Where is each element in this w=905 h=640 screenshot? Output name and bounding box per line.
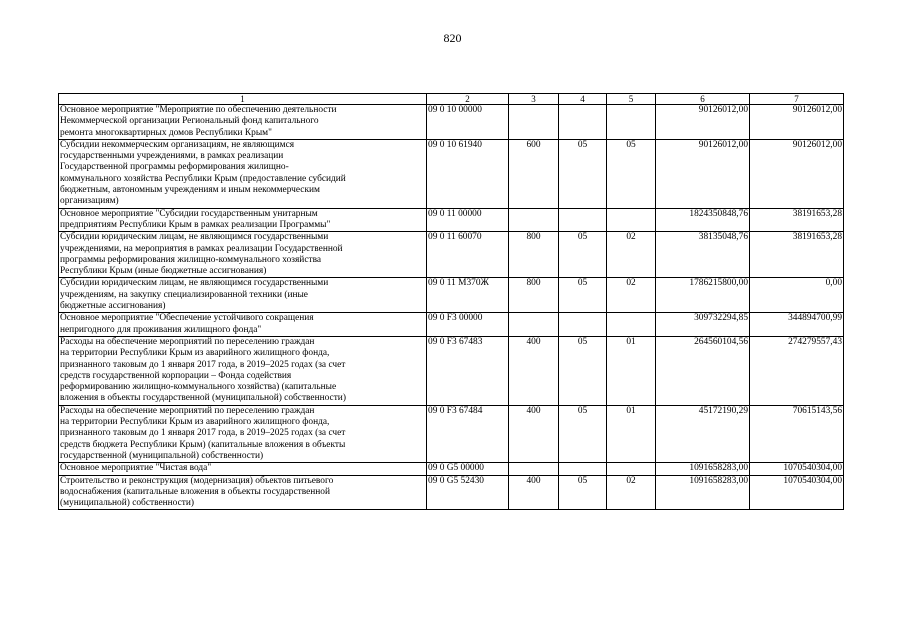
column-header: 1: [59, 94, 427, 105]
row-col3: [509, 105, 559, 140]
table-row: [59, 139, 844, 208]
row-code: 09 0 F3 67483: [427, 336, 509, 405]
column-header: 2: [427, 94, 509, 105]
row-amount-6: 45172190,29: [656, 405, 750, 462]
row-col4: [559, 313, 607, 337]
row-col4: [559, 208, 607, 232]
row-name: Субсидии некоммерческим организациям, не являющимся государственными учреждениями, в рамках реализации Государственной программы реформирования жилищно- коммунального хозяйства Республики Крым (предоставление субсидий бюджетным, автономным учреждениям и иным некоммерческим организациям): [59, 139, 427, 208]
column-header: 7: [750, 94, 844, 105]
row-code: 09 0 11 60070: [427, 232, 509, 278]
row-amount-6: 1824350848,76: [656, 208, 750, 232]
row-col3: [509, 463, 559, 475]
row-amount-7: 70615143,56: [750, 405, 844, 462]
row-amount-6: 90126012,00: [656, 105, 750, 140]
row-col3: 800: [509, 232, 559, 278]
row-col4: 05: [559, 475, 607, 510]
row-code: 09 0 10 00000: [427, 105, 509, 140]
row-amount-7: 90126012,00: [750, 105, 844, 140]
row-amount-6: 38135048,76: [656, 232, 750, 278]
row-amount-7: 38191653,28: [750, 232, 844, 278]
row-amount-7: 90126012,00: [750, 139, 844, 208]
row-name: Основное мероприятие "Чистая вода": [59, 463, 427, 475]
row-amount-6: 264560104,56: [656, 336, 750, 405]
row-name: Основное мероприятие "Обеспечение устойчивого сокращения непригодного для проживания жилищного фонда": [59, 313, 427, 337]
row-col3: 600: [509, 139, 559, 208]
row-amount-7: 38191653,28: [750, 208, 844, 232]
row-amount-6: 1786215800,00: [656, 278, 750, 313]
row-code: 09 0 11 М370Ж: [427, 278, 509, 313]
row-code: 09 0 F3 67484: [427, 405, 509, 462]
row-col3: 800: [509, 278, 559, 313]
row-col4: 05: [559, 336, 607, 405]
row-col3: 400: [509, 336, 559, 405]
row-col4: 05: [559, 405, 607, 462]
row-col4: [559, 105, 607, 140]
row-col5: 01: [607, 405, 656, 462]
row-name: Основное мероприятие "Мероприятие по обеспечению деятельности Некоммерческой организации Региональный фонд капитального ремонта многоквартирных домов Республики Крым": [59, 105, 427, 140]
row-col5: [607, 463, 656, 475]
column-header: 6: [656, 94, 750, 105]
row-amount-6: 1091658283,00: [656, 463, 750, 475]
row-name: Основное мероприятие "Субсидии государственным унитарным предприятиям Республики Крым в рамках реализации Программы": [59, 208, 427, 232]
row-col3: 400: [509, 475, 559, 510]
table-row: [59, 336, 844, 405]
row-amount-6: 309732294,85: [656, 313, 750, 337]
row-amount-7: 344894700,99: [750, 313, 844, 337]
table-row: [59, 475, 844, 510]
row-name: Расходы на обеспечение мероприятий по переселению граждан на территории Республики Крым из аварийного жилищного фонда, признанного таковым до 1 января 2017 года, в 2019–2025 годах (за счет средств государственной корпорации – Фонда содействия реформированию жилищно-коммунального хозяйства) (капитальные вложения в объекты государственной (муниципальной) собственности): [59, 336, 427, 405]
row-col5: 01: [607, 336, 656, 405]
row-col4: 05: [559, 232, 607, 278]
table-row: [59, 232, 844, 278]
row-amount-7: 1070540304,00: [750, 475, 844, 510]
row-amount-7: 1070540304,00: [750, 463, 844, 475]
row-col3: 400: [509, 405, 559, 462]
row-col5: 02: [607, 278, 656, 313]
row-col5: 05: [607, 139, 656, 208]
row-code: 09 0 11 00000: [427, 208, 509, 232]
table-row: [59, 405, 844, 462]
row-col5: [607, 313, 656, 337]
column-header: 4: [559, 94, 607, 105]
row-col4: 05: [559, 278, 607, 313]
row-col5: 02: [607, 232, 656, 278]
row-name: Строительство и реконструкция (модернизация) объектов питьевого водоснабжения (капитальные вложения в объекты государственной (муниципальной) собственности): [59, 475, 427, 510]
table-row: [59, 278, 844, 313]
row-col4: [559, 463, 607, 475]
table-row: [59, 463, 844, 475]
row-col5: 02: [607, 475, 656, 510]
page-number: 820: [443, 31, 462, 45]
table-row: [59, 313, 844, 337]
row-amount-6: 90126012,00: [656, 139, 750, 208]
row-name: Субсидии юридическим лицам, не являющимся государственными учреждениям, на закупку специализированной техники (иные бюджетные ассигнования): [59, 278, 427, 313]
budget-table: [58, 93, 844, 510]
column-header: 3: [509, 94, 559, 105]
row-amount-7: 0,00: [750, 278, 844, 313]
row-name: Расходы на обеспечение мероприятий по переселению граждан на территории Республики Крым из аварийного жилищного фонда, признанного таковым до 1 января 2017 года, в 2019–2025 годах (за счет средств бюджета Республики Крым) (капитальные вложения в объекты государственной (муниципальной) собственности): [59, 405, 427, 462]
row-amount-6: 1091658283,00: [656, 475, 750, 510]
table-row: [59, 208, 844, 232]
row-code: 09 0 10 61940: [427, 139, 509, 208]
column-header: 5: [607, 94, 656, 105]
row-col4: 05: [559, 139, 607, 208]
row-name: Субсидии юридическим лицам, не являющимся государственными учреждениями, на мероприятия в рамках реализации Государственной программы реформирования жилищно-коммунального хозяйства Республики Крым (иные бюджетные ассигнования): [59, 232, 427, 278]
row-col3: [509, 208, 559, 232]
table-row: [59, 105, 844, 140]
row-col5: [607, 208, 656, 232]
row-code: 09 0 G5 52430: [427, 475, 509, 510]
row-col3: [509, 313, 559, 337]
table-header-row: [59, 94, 844, 105]
row-code: 09 0 F3 00000: [427, 313, 509, 337]
row-col5: [607, 105, 656, 140]
row-amount-7: 274279557,43: [750, 336, 844, 405]
row-code: 09 0 G5 00000: [427, 463, 509, 475]
